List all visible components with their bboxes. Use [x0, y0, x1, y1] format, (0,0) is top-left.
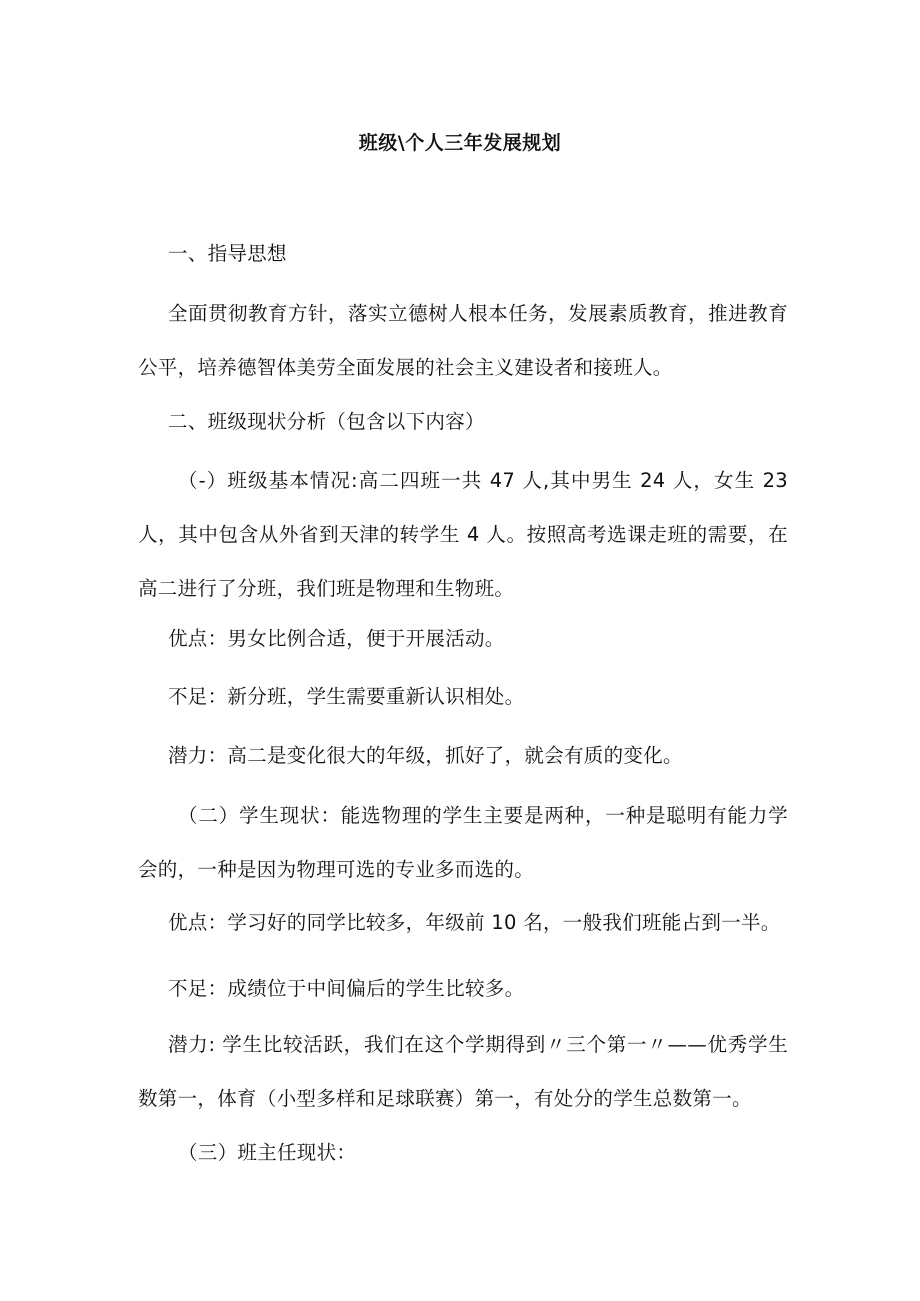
paragraph-student-status: （二）学生现状：能选物理的学生主要是两种，一种是聪明有能力学会的，一种是因为物理可选的专业多而选的。 — [138, 804, 788, 881]
heading-teacher-status: （三）班主任现状： — [178, 1141, 357, 1164]
paragraph-student-strength: 优点：学习好的同学比较多，年级前 10 名，一般我们班能占到一半。 — [168, 911, 781, 934]
heading-guiding-ideology: 一、指导思想 — [168, 242, 287, 265]
paragraph-class-weakness: 不足：新分班，学生需要重新认识相处。 — [168, 685, 525, 708]
heading-class-analysis: 二、班级现状分析（包含以下内容） — [168, 410, 485, 433]
document-title: 班级\个人三年发展规划 — [358, 132, 562, 154]
paragraph-class-basic-info: （-）班级基本情况:高二四班一共 47 人,其中男生 24 人，女生 23 人，其中包含从外省到天津的转学生 4 人。按照高考选课走班的需要，在高二进行了分班，我们班是物理和生物班。 — [138, 469, 788, 600]
paragraph-student-weakness: 不足：成绩位于中间偏后的学生比较多。 — [168, 977, 525, 1000]
paragraph-class-potential: 潜力：高二是变化很大的年级，抓好了，就会有质的变化。 — [168, 744, 683, 767]
paragraph-class-strength: 优点：男女比例合适，便于开展活动。 — [168, 627, 505, 650]
paragraph-student-potential: 潜力: 学生比较活跃，我们在这个学期得到〃三个第一〃——优秀学生数第一，体育（小型多样和足球联赛）第一，有处分的学生总数第一。 — [138, 1033, 788, 1110]
paragraph-guiding-ideology: 全面贯彻教育方针，落实立德树人根本任务，发展素质教育，推进教育公平，培养德智体美劳全面发展的社会主义建设者和接班人。 — [138, 302, 788, 379]
